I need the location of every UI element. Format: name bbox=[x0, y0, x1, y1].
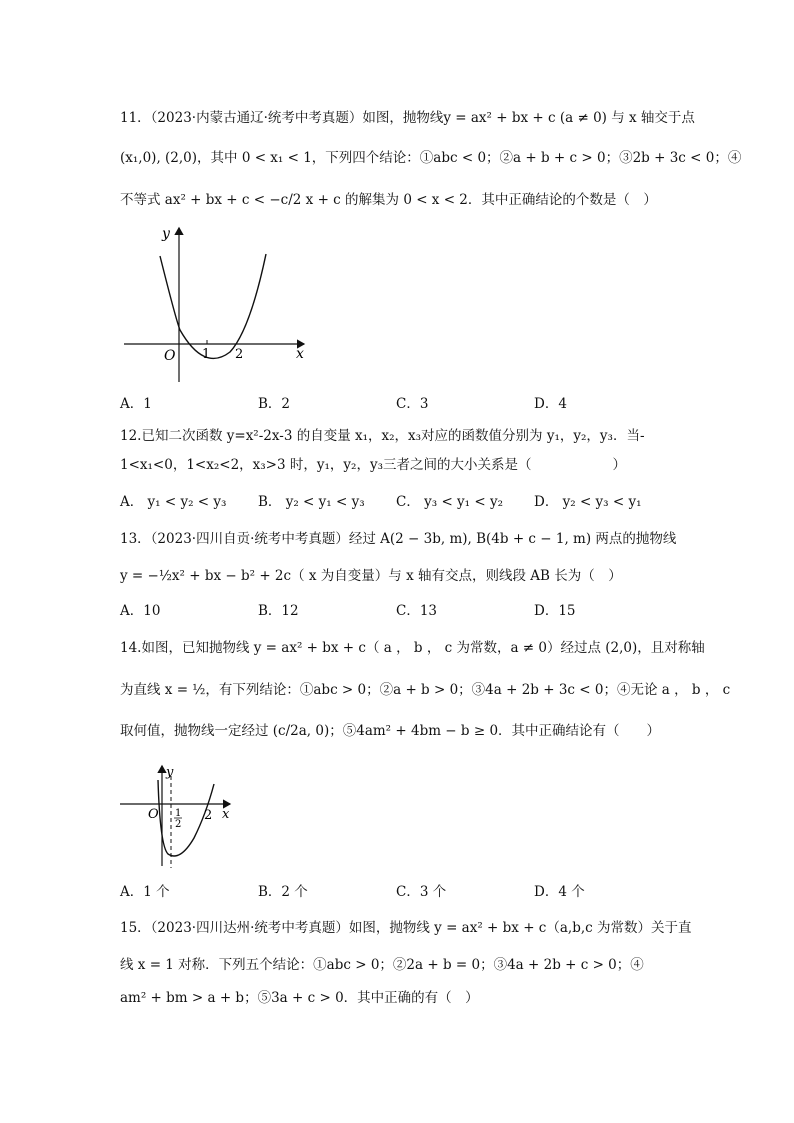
q14-stem-line3: 取何值，抛物线一定经过 (c/2a, 0)；⑤4am² + 4bm − b ≥ 0．其中正确结论有（ ） bbox=[120, 723, 661, 739]
q11-option-d[interactable]: D．4 bbox=[534, 396, 567, 412]
q14-y-label: y bbox=[166, 765, 174, 780]
q12-stem-line2: 1<x₁<0，1<x₂<2，x₃>3 时，y₁，y₂，y₃三者之间的大小关系是（ ） bbox=[120, 457, 626, 473]
q14-half-numerator: 1 bbox=[175, 808, 182, 819]
q11-option-b[interactable]: B．2 bbox=[258, 396, 291, 412]
q12-option-a[interactable]: A． y₁ < y₂ < y₃ bbox=[120, 494, 227, 510]
q14-parabola-figure bbox=[118, 762, 238, 872]
q14-options bbox=[120, 882, 680, 902]
q11-option-a[interactable]: A．1 bbox=[120, 396, 152, 412]
q12-option-b[interactable]: B． y₂ < y₁ < y₃ bbox=[258, 494, 365, 510]
q11-tick-2-label: 2 bbox=[235, 347, 244, 362]
q14-origin-label: O bbox=[148, 807, 159, 822]
q14-tick-2-label: 2 bbox=[204, 808, 213, 823]
q13-option-b[interactable]: B．12 bbox=[258, 603, 299, 619]
q13-stem-line2: y = −½x² + bx − b² + 2c（ x 为自变量）与 x 轴有交点，则线段 AB 长为（ ） bbox=[120, 568, 622, 584]
q11-origin-label: O bbox=[164, 348, 176, 364]
q12-option-c[interactable]: C． y₃ < y₁ < y₂ bbox=[396, 494, 504, 510]
q13-option-c[interactable]: C．13 bbox=[396, 603, 438, 619]
q11-x-label: x bbox=[296, 346, 304, 362]
q11-y-label: y bbox=[162, 226, 170, 242]
q15-stem-line3: am² + bm > a + b；⑤3a + c > 0．其中正确的有（ ） bbox=[120, 990, 479, 1006]
q11-option-c[interactable]: C．3 bbox=[396, 396, 429, 412]
q13-stem-line1: 13．（2023·四川自贡·统考中考真题）经过 A(2 − 3b, m), B(4b + c − 1, m) 两点的抛物线 bbox=[120, 531, 677, 547]
q11-stem-line1: 11．（2023·内蒙古通辽·统考中考真题）如图，抛物线y = ax² + bx + c (a ≠ 0) 与 x 轴交于点 bbox=[120, 110, 695, 126]
q14-stem-line2: 为直线 x = ½，有下列结论：①abc > 0；②a + b > 0；③4a + 2b + 3c < 0；④无论 a ， b ， c bbox=[120, 682, 731, 698]
q14-option-a[interactable]: A．1 个 bbox=[120, 884, 170, 900]
q14-x-label: x bbox=[222, 807, 230, 822]
q15-stem-line2: 线 x = 1 对称．下列五个结论：①abc > 0；②2a + b = 0；③4a + 2b + c > 0；④ bbox=[120, 957, 644, 973]
q14-option-d[interactable]: D．4 个 bbox=[534, 884, 585, 900]
q11-parabola-curve bbox=[160, 254, 266, 358]
q12-options bbox=[120, 492, 680, 512]
q11-parabola-figure bbox=[118, 222, 314, 388]
q12-option-d[interactable]: D． y₂ < y₃ < y₁ bbox=[534, 494, 642, 510]
q13-options bbox=[120, 601, 680, 621]
q14-stem-line1: 14.如图，已知抛物线 y = ax² + bx + c（ a ， b ， c 为常数，a ≠ 0）经过点 (2,0)，且对称轴 bbox=[120, 640, 705, 656]
q14-half-denominator: 2 bbox=[175, 819, 182, 830]
q15-stem-line1: 15．（2023·四川达州·统考中考真题）如图，抛物线 y = ax² + bx + c（a,b,c 为常数）关于直 bbox=[120, 920, 692, 936]
q11-stem-line2: (x₁,0), (2,0)，其中 0 < x₁ < 1，下列四个结论：①abc < 0；②a + b + c > 0；③2b + 3c < 0；④ bbox=[120, 150, 742, 166]
q11-tick-1-label: 1 bbox=[202, 347, 211, 362]
q12-stem-line1: 12.已知二次函数 y=x²-2x-3 的自变量 x₁，x₂，x₃对应的函数值分别为 y₁，y₂，y₃．当- bbox=[120, 428, 645, 444]
q14-option-b[interactable]: B．2 个 bbox=[258, 884, 308, 900]
q11-options bbox=[120, 394, 680, 414]
q14-option-c[interactable]: C．3 个 bbox=[396, 884, 447, 900]
q11-stem-line3: 不等式 ax² + bx + c < −c/2 x + c 的解集为 0 < x < 2．其中正确结论的个数是（ ） bbox=[120, 192, 657, 208]
q13-option-d[interactable]: D．15 bbox=[534, 603, 576, 619]
q13-option-a[interactable]: A．10 bbox=[120, 603, 161, 619]
